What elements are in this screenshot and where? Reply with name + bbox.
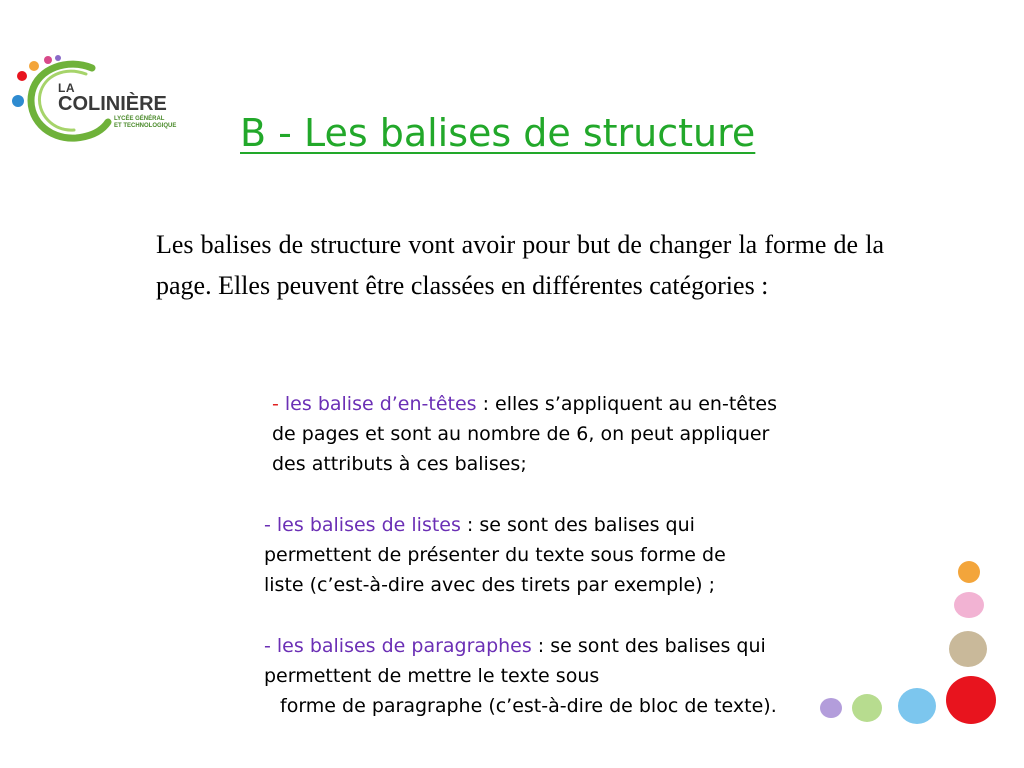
logo-text-sub2: ET TECHNOLOGIQUE xyxy=(114,123,177,129)
logo-text-sub1: LYCÉE GÉNÉRAL xyxy=(114,116,165,122)
list-item-paragraphs xyxy=(264,631,777,721)
item-text: : elles s’appliquent au en-têtes xyxy=(476,393,778,415)
decor-dot-blue xyxy=(898,688,936,724)
item-dash: - xyxy=(264,635,277,657)
intro-paragraph: Les balises de structure vont avoir pour but de changer la forme de la page. Elles peuvent être classées en différentes catégories : xyxy=(156,230,884,300)
item-line-2: de pages et sont au nombre de 6, on peut appliquer xyxy=(272,423,770,445)
decor-dot-green xyxy=(852,694,882,722)
item-line-1 xyxy=(272,389,777,419)
item-line-1 xyxy=(264,631,777,661)
item-term: les balises de listes xyxy=(276,514,461,536)
item-text: : se sont des balises qui xyxy=(460,514,695,536)
decor-dot-lavender xyxy=(820,698,842,718)
item-line-2: permettent de présenter du texte sous forme de xyxy=(264,544,726,566)
decor-dot-orange xyxy=(958,561,980,583)
item-line-3: des attributs à ces balises; xyxy=(272,453,527,475)
item-text: : se sont des balises qui xyxy=(531,635,766,657)
decor-dot-pink xyxy=(954,592,984,618)
item-line-3: liste (c’est-à-dire avec des tirets par exemple) ; xyxy=(264,574,715,596)
item-term: les balise d’en-têtes xyxy=(284,393,477,415)
decor-dot-red xyxy=(946,676,996,724)
item-line-1 xyxy=(264,510,726,540)
school-logo xyxy=(8,52,176,148)
decor-dot-tan xyxy=(949,631,987,667)
item-dash: - xyxy=(272,393,285,415)
list-item-lists xyxy=(264,510,726,600)
logo-text-la: LA xyxy=(58,81,75,95)
item-term: les balises de paragraphes xyxy=(276,635,532,657)
logo-text-name: COLINIÈRE xyxy=(58,93,167,115)
slide-title: B - Les balises de structure xyxy=(240,111,756,155)
item-line-3: forme de paragraphe (c’est-à-dire de bloc de texte). xyxy=(280,695,777,717)
item-dash: - xyxy=(264,514,277,536)
list-item-headings xyxy=(272,389,777,479)
item-line-2: permettent de mettre le texte sous xyxy=(264,665,600,687)
